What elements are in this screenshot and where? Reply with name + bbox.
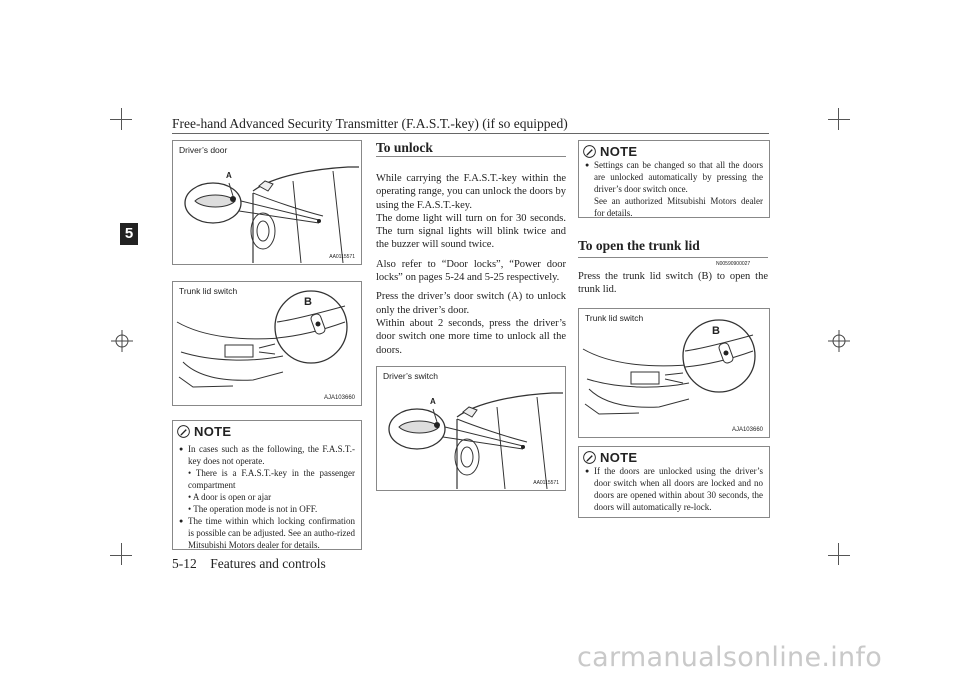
- section-divider: [578, 257, 768, 258]
- paragraph: Press the driver’s door switch (A) to unlock only the driver’s door.: [376, 291, 566, 316]
- paragraph: The dome light will turn on for 30 seconds. The turn signal lights will blink twice and the buzzer will sound twice.: [376, 212, 566, 251]
- page-header-title: Free-hand Advanced Security Transmitter (F.A.S.T.-key) (if so equipped): [172, 116, 568, 131]
- header-divider: [172, 133, 769, 134]
- note-item: ● If the doors are unlocked using the driver’s door switch when all doors are locked and no doors are opened within about 30 seconds, the doors will automatically re-lock.: [585, 465, 763, 513]
- note-item: ● Settings can be changed so that all the doors are unlocked automatically by pressing the driver’s door switch once.: [585, 159, 763, 195]
- trunk-illustration: [173, 282, 361, 405]
- note-item: ● The time within which locking confirmation is possible can be adjusted. See an autho-rized Mitsubishi Motors dealer for details.: [179, 515, 355, 551]
- label-a: A: [430, 397, 436, 406]
- section-divider: [376, 156, 566, 157]
- note-header: [177, 424, 231, 439]
- figure-code: AA0115571: [533, 480, 559, 486]
- car-door-illustration: [173, 141, 361, 264]
- registration-mark-icon: [111, 330, 133, 352]
- note-pencil-icon: [583, 145, 596, 158]
- crop-mark: [838, 543, 839, 565]
- crop-mark: [828, 119, 850, 120]
- note-header: [583, 144, 637, 159]
- unlock-body: [376, 172, 566, 357]
- document-code: N00590900027: [716, 261, 751, 267]
- crop-mark: [110, 119, 132, 120]
- note-body: [585, 465, 763, 513]
- figure-code: AJA103660: [323, 395, 355, 401]
- note-box-3: [578, 446, 770, 518]
- note-subitem: • There is a F.A.S.T.-key in the passenger compartment: [188, 468, 355, 490]
- note-box-1: [172, 420, 362, 550]
- page-footer: [172, 556, 326, 572]
- note-label: NOTE: [600, 450, 638, 465]
- figure-trunk-lid-right: [578, 308, 770, 438]
- paragraph: Also refer to “Door locks”, “Power door locks” on pages 5-24 and 5-25 respectively.: [376, 258, 566, 284]
- note-label: NOTE: [194, 424, 232, 439]
- section-title-unlock: To unlock: [376, 140, 433, 155]
- chapter-tab: 5: [120, 223, 138, 245]
- paragraph: Within about 2 seconds, press the driver’s door switch one more time to unlock all the doors.: [376, 317, 566, 356]
- note-body: [179, 443, 355, 551]
- note-label: NOTE: [600, 144, 638, 159]
- trunk-illustration: [579, 309, 769, 437]
- note-pencil-icon: [583, 451, 596, 464]
- figure-drivers-door: [172, 140, 362, 265]
- figure-caption: Driver’s door: [179, 145, 228, 155]
- note-pencil-icon: [177, 425, 190, 438]
- note-body: [585, 159, 763, 219]
- crop-mark: [121, 543, 122, 565]
- note-header: [583, 450, 637, 465]
- note-subitem: See an authorized Mitsubishi Motors dealer for details.: [594, 196, 763, 218]
- trunk-body: Press the trunk lid switch (B) to open the trunk lid.: [578, 271, 768, 296]
- paragraph: While carrying the F.A.S.T.-key within the operating range, you can unlock the doors by using the F.A.S.T.-key.: [376, 173, 566, 211]
- label-a: A: [226, 171, 232, 180]
- crop-mark: [110, 555, 132, 556]
- crop-mark: [828, 555, 850, 556]
- note-item: ● In cases such as the following, the F.A.S.T.-key does not operate.: [179, 443, 355, 467]
- page-number: 5-12: [172, 556, 197, 571]
- figure-code: AJA103660: [731, 427, 763, 433]
- figure-trunk-lid-left: [172, 281, 362, 406]
- note-box-2: [578, 140, 770, 218]
- section-title-trunk: To open the trunk lid: [578, 238, 700, 253]
- note-subitem: • A door is open or ajar: [188, 492, 272, 502]
- footer-section: Features and controls: [210, 556, 326, 571]
- car-door-illustration: [377, 367, 565, 490]
- registration-mark-icon: [828, 330, 850, 352]
- watermark: carmanualsonline.info: [577, 642, 883, 673]
- figure-code: AA0115571: [329, 254, 355, 260]
- figure-caption: Trunk lid switch: [585, 313, 644, 323]
- figure-caption: Driver’s switch: [383, 371, 438, 381]
- label-b: B: [304, 296, 312, 308]
- figure-caption: Trunk lid switch: [179, 286, 238, 296]
- figure-drivers-switch: [376, 366, 566, 491]
- note-subitem: • The operation mode is not in OFF.: [188, 504, 318, 514]
- label-b: B: [712, 325, 720, 337]
